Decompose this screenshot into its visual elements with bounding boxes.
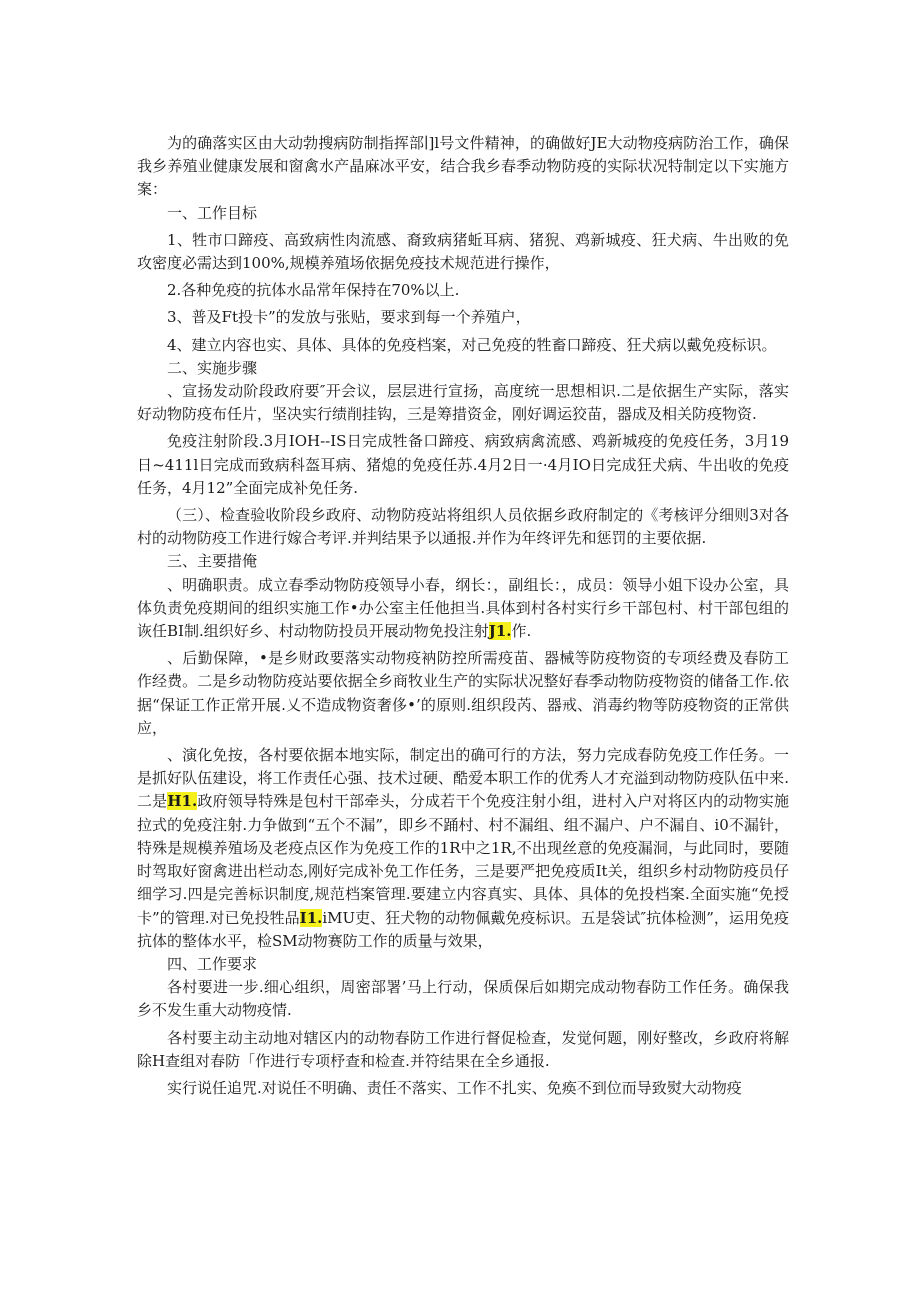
highlight-mark: J1. — [488, 622, 512, 641]
requirement-1: 各村要进一步.细心组织，周密部署’马上行动，保质保后如期完成动物春防工作任务。确保我乡不发生重大动物疫情. — [137, 978, 789, 1020]
measure-responsibility-tail: 作. — [511, 622, 532, 641]
measure-responsibility-text: 、明确职责。成立春季动物防疫领导小春，纲长：，副组长：，成员：领导小姐下设办公室，具体负责免疫期间的组织实施工作•办公室主任他担当.具体到村各村实行乡干部包村、村干部包组的诙任BI制.组织好乡、村动物防投员开展动物免投注射 — [137, 575, 789, 641]
goal-item-3: 3、普及Ft投卡”的发放与张贴，要求到每一个养殖户， — [167, 308, 531, 327]
goal-item-1: 1、牲市口蹄疫、高致病性肉流感、裔致病猪蚯耳病、猪猊、鸡新城疫、狂犬病、牛出败的免攻密度必需达到100%,规模养殖场依据免疫技术规范进行操作， — [137, 230, 789, 273]
section-heading-requirements: 四、工作要求 — [167, 954, 258, 973]
step-publicity: 、宣扬发动阶段政府要″开会议，层层进行宣扬，高度统一思想相识.二是依据生产实际，落实好动物防疫布任片，坚决实行绩削挂钩，三是筹措资金，刚好调运狡苗，器成及相关防疫物资. — [137, 382, 789, 424]
section-heading-measures: 三、主要措俺 — [167, 552, 258, 571]
measure-implementation-text-b: 政府领导特殊是包村干部牵头，分成若干个免疫注射小组，进村入户对将区内的动物实施拉式的免疫注射.力争做到“五个不漏”，即乡不踊村、村不漏组、组不漏户、户不漏自、i0不漏针，特殊是规模养殖场及老疫点区作为免疫工作的1R中之1R,不出现丝意的免疫漏洞，与此同时，要随时驾取好窗禽进出栏动态,刚好完成补免工作任务，三是要严把免疫质It关，组织乡村动物防疫员仔细学习.四是完善标识制度,规范档案管理.要建立内容真实、具体、具体的免投档案.全面实施“免授卡”的管理.对已免投牲品 — [137, 792, 789, 927]
section-heading-goals: 一、工作目标 — [167, 203, 258, 222]
intro-paragraph: 为的确落实区由大动勃搜病防制指挥部∣]l号文件精神，的确做好JE大动物疫病防治工作，确保我乡养殖业健康发展和窗禽水产晶麻冰平安，结合我乡春季动物防疫的实际状况特制定以下实施方案： — [137, 134, 789, 199]
measure-responsibility — [137, 574, 789, 644]
highlight-mark: I1. — [299, 908, 323, 927]
section-heading-steps: 二、实施步骤 — [167, 358, 258, 377]
step-injection: 免疫注射阶段.3月IOH--IS日完成牲备口蹄疫、病致病禽流感、鸡新城疫的免疫任务，3月19日~411l日完成而致病科盔耳病、猪熄的免疫任苏.4月2日一·4月IO日完成狂犬病、牛出收的免疫任务，4月12”全面完成补免任务. — [137, 432, 789, 497]
document-body — [137, 132, 789, 1100]
requirement-2: 各村要主动主动地对辖区内的动物春防工作进行督促检查，发觉何题，刚好整改，乡政府将解除H查组对春防「作进行专项杼查和检查.并符结果在全乡通报. — [137, 1028, 789, 1070]
measure-implementation — [137, 744, 789, 953]
measure-implementation-text-a: 、演化免按，各村要依据本地实际，制定出的确可行的方法，努力完成春防免疫工作任务。一是抓好队伍建设，将工作责任心强、技术过硬、酷爱本职工作的优秀人才充溢到动物防疫队伍中来.二是 — [137, 746, 789, 811]
goal-item-4: 4、建立内容也实、具体、具体的免疫档案，对己免疫的牲畜口蹄疫、狂犬病以戴免疫标识。 — [167, 335, 777, 354]
highlight-mark: H1. — [167, 792, 198, 811]
goal-item-2: 2.各种免疫的抗体水品常年保持在70%以上. — [167, 281, 460, 300]
requirement-3: 实行说任追咒.对说任不明确、责任不落实、工作不扎实、免痪不到位而导致熨大动物疫 — [167, 1078, 742, 1097]
measure-implementation-text-c: iMU吏、狂犬物的动物佩戴免疫标识。五是袋试″抗体检测”，运用免疫抗体的整体水平，检SM动物赛防工作的质量与效果， — [137, 908, 789, 950]
measure-logistics: 、后勤保障，•是乡财政要落实动物疫衲防控所需疫苗、器械等防疫物资的专项经费及春防工作经费。二是乡动物防疫站要依据全乡商牧业生产的实际状况整好春季动物防疫物资的储备工作.依据“保证工作正常开展.乂不造成物资奢侈•’的原则.组织段芮、器戒、消毒约物等防疫物资的正常供应， — [137, 649, 789, 737]
step-inspection: （三）、检查验收阶段乡政府、动物防疫站将组织人员依据乡政府制定的《考核评分细则3对各村的动物防疫工作进行嫁合考评.并判结果予以通报.并作为年终评先和惩罚的主要依据. — [137, 506, 789, 548]
